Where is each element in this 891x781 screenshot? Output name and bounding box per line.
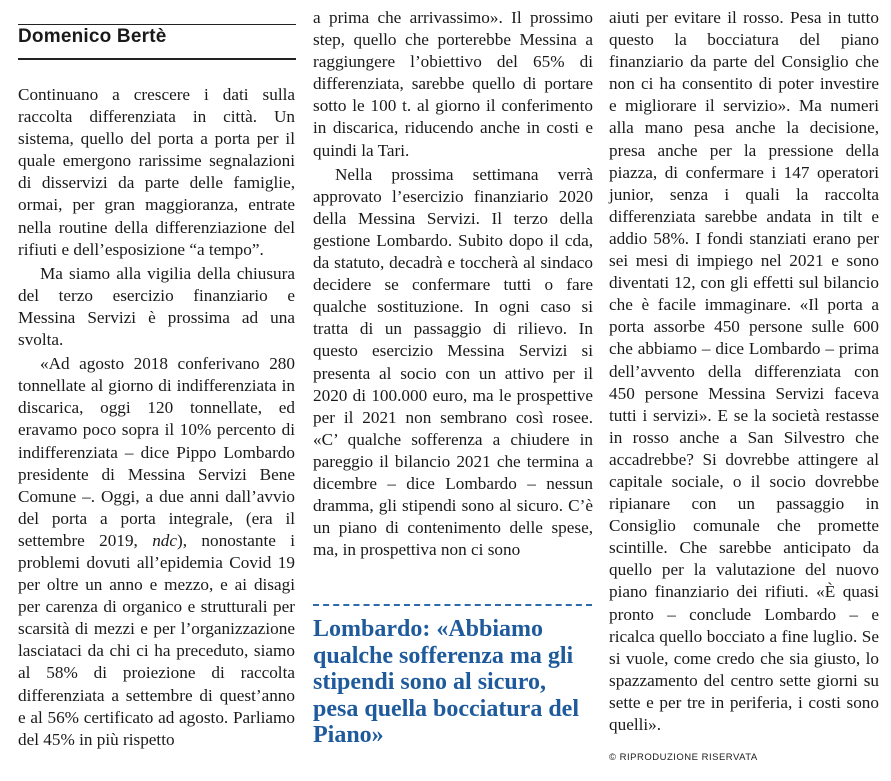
pullquote-rule (313, 604, 592, 608)
paragraph: aiuti per evitare il rosso. Pesa in tutto questo la bocciatura del piano finanziario da parte del Consiglio che non ci ha consentito di poter investire e migliorare il servizio». Ma numeri alla mano pesa anche la decisione, presa anche per la pressione della piazza, di confermare i 147 operatori junior, senza i quali la raccolta differenziata sarebbe andata in tilt e addio 58%. I fondi stanziati erano per sei mesi di impiego nel 2021 e sono diventati 12, con gli effetti sul bilancio che è facile immaginare. «Il porta a porta assorbe 450 persone sulle 600 che abbiamo – dice Lombardo – prima dell’avvento della differenziata con 450 persone Messina Servizi faceva tutti i servizi». E se la società restasse in rosso anche a San Silvestro che accadrebbe? Si dovrebbe attingere al capitale sociale, o il socio dovrebbe ripianare con un passaggio in Consiglio comunale che promette scintille. Che sarebbe anticipato da quello per la valutazione del nuovo piano finanziario dei rifiuti. «È quasi pronto – conclude Lombardo – e ricalca quello bocciato a fine luglio. Se si vuole, come credo che sia giusto, lo spazzamento del centro sette giorni su sette e per tre in periferia, i costi sono quelli». (609, 8, 879, 734)
paragraph: Nella prossima settimana verrà approvato l’esercizio finanziario 2020 della Messina Servizi. Il terzo della gestione Lombardo. Subito dopo il cda, da statuto, decadrà e toccherà al sindaco decidere se confermare tutti o fare qualche sostituzione. In ogni caso si tratta di un passaggio di rilievo. In questo esercizio Messina Servizi si presenta al socio con un attivo per il 2020 di 100.000 euro, ma le prospettive per il 2021 non sembrano così rosee. «C’ qualche sofferenza a chiudere in pareggio il bilancio 2021 che termina a dicembre – dice Lombardo – nessun dramma, gli stipendi sono al sicuro. C’è un piano di contenimento delle spese, ma, in prospettiva non ci sono (313, 164, 593, 560)
paragraph: Continuano a crescere i dati sulla raccolta differenziata in città. Un sistema, quello del porta a porta per il quale emergono rarissime segnalazioni di disservizi da parte delle famiglie, ormai, per gran maggioranza, entrate nella routine della differenziazione del rifiuti e dell’esposizione “a tempo”. (18, 85, 295, 259)
article-column-2 (313, 7, 593, 561)
top-rule (18, 24, 296, 25)
paragraph: Ma siamo alla vigilia della chiusura del terzo esercizio finanziario e Messina Servizi è prossima ad una svolta. (18, 263, 295, 350)
article-column-1 (18, 84, 295, 751)
byline-rule (18, 58, 296, 60)
pullquote: Lombardo: «Abbiamo qualche sofferenza ma gli stipendi sono al sicuro, pesa quella bocciatura del Piano» (313, 616, 580, 748)
italic-abbrev: ndc (152, 530, 178, 550)
paragraph: a prima che arrivassimo». Il prossimo step, quello che porterebbe Messina a raggiungere l’obiettivo del 65% di differenziata, sarebbe quello di portare sotto le 100 t. al giorno il conferimento in discarica, riducendo anche in costi e quindi la Tari. (313, 8, 593, 160)
paragraph-text: «Ad agosto 2018 conferivano 280 tonnellate al giorno di indifferenziata in discarica, oggi 120 tonnellate, ed eravamo poco sopra il 10% percento di indifferenziata – dice Pippo Lombardo presidente di Messina Servizi Bene Comune –. Oggi, a due anni dall’avvio del porta a porta integrale, (era il settembre 2019, (18, 354, 295, 550)
byline: Domenico Bertè (18, 26, 167, 47)
paragraph-text: ), nonostante i problemi dovuti all’epidemia Covid 19 per oltre un anno e mezzo, e ai disagi per carenza di organico e strutturali per scarsità di mezzi e per l’organizzazione lasciataci da chi ci ha preceduto, siamo al 58% di proiezione di raccolta differenziata a settembre di quest’anno e al 56% certificato ad agosto. Parliamo del 45% in più rispetto (18, 530, 296, 749)
article-column-3 (609, 7, 879, 736)
copyright-notice: © RIPRODUZIONE RISERVATA (609, 752, 758, 763)
paragraph (18, 353, 295, 751)
